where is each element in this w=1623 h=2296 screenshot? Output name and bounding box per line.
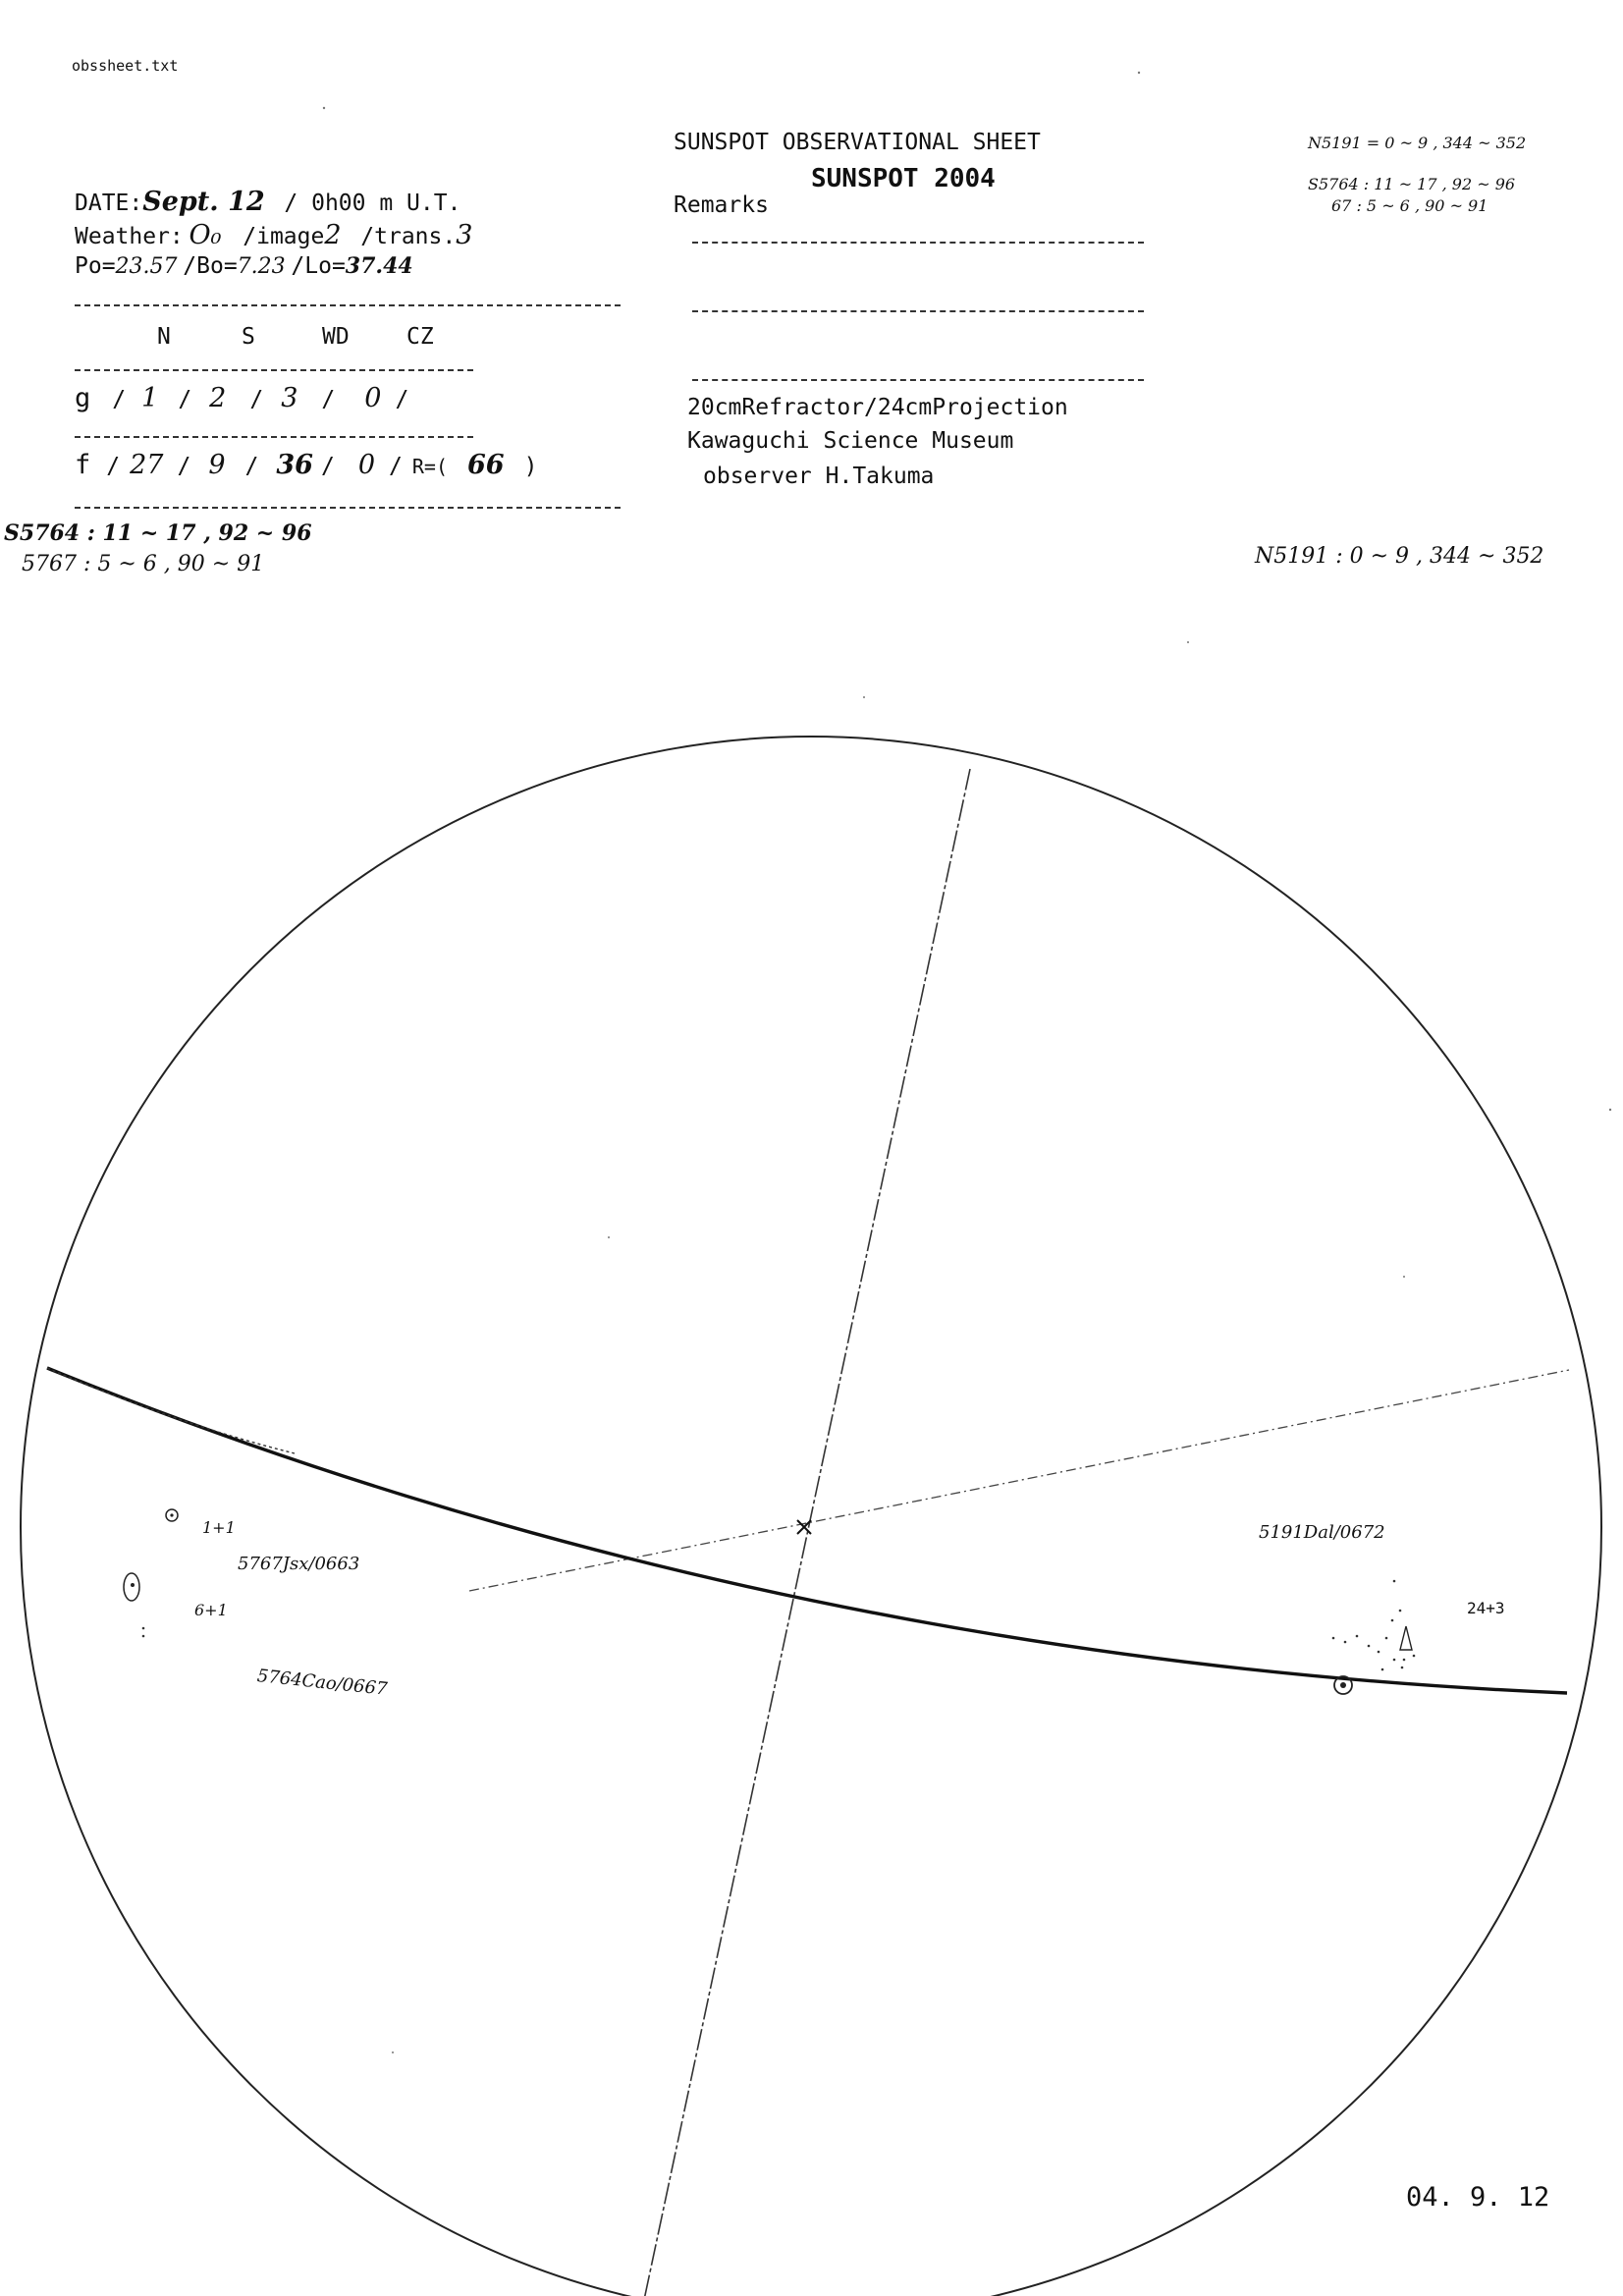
col-n: N — [157, 324, 171, 350]
weather-label: Weather: — [75, 224, 184, 249]
spot-5191-scatter — [1332, 1580, 1416, 1671]
date-stamp: 04. 9. 12 — [1406, 2182, 1550, 2213]
file-name: obssheet.txt — [72, 57, 179, 75]
g-s: 2 — [209, 383, 227, 413]
spot-dot-1 — [142, 1627, 145, 1630]
lo-label: /Lo= — [291, 253, 346, 279]
note-top-right-3: 67 : 5 ~ 6 , 90 ~ 91 — [1331, 196, 1488, 215]
g-cz: 0 — [364, 383, 382, 413]
sheet-subtitle: SUNSPOT 2004 — [811, 164, 996, 193]
image-label: /image — [243, 224, 325, 249]
spot-5767-a-core — [170, 1513, 173, 1516]
spot-5191-count: 24+3 — [1467, 1599, 1505, 1617]
spot-5764-label: 5764Cao/0667 — [255, 1666, 389, 1700]
spot-5191-label: 5191Dal/0672 — [1259, 1522, 1385, 1543]
museum-text: Kawaguchi Science Museum — [687, 428, 1014, 454]
trans-value: 3 — [456, 220, 473, 250]
ns-axis-line — [641, 769, 970, 2296]
lo-value: 37.44 — [345, 253, 413, 279]
f-cz: 0 — [357, 450, 376, 480]
g-row: g / 1 / 2 / 3 / 0 / — [75, 383, 409, 413]
f-label: f — [75, 450, 91, 480]
spot-dot-2 — [142, 1635, 145, 1638]
note-top-right-2: S5764 : 11 ~ 17 , 92 ~ 96 — [1308, 175, 1516, 193]
note-right-mid: N5191 : 0 ~ 9 , 344 ~ 352 — [1255, 544, 1544, 569]
bo-label: /Bo= — [183, 253, 238, 279]
po-value: 23.57 — [115, 254, 178, 279]
date-label: DATE: — [75, 191, 143, 216]
spot-5767-label: 5767Jsx/0663 — [238, 1554, 360, 1574]
paper-specks — [323, 72, 1611, 2053]
r-label: R=( — [411, 455, 448, 478]
ew-axis-line — [469, 1370, 1569, 1591]
image-value: 2 — [324, 220, 342, 250]
spot-5767-count-b: 6+1 — [194, 1601, 228, 1619]
f-s: 9 — [208, 450, 226, 480]
note-left-2: 5767 : 5 ~ 6 , 90 ~ 91 — [22, 552, 265, 576]
date-value: Sept. 12 — [142, 187, 265, 217]
col-s: S — [242, 324, 255, 350]
trans-label: /trans. — [360, 224, 457, 249]
f-row: f / 27 / 9 / 36 / 0 / R=( 66 ) — [75, 450, 538, 480]
f-wd: 36 — [276, 450, 313, 480]
remarks-label: Remarks — [674, 192, 769, 218]
note-top-right-1: N5191 = 0 ~ 9 , 344 ~ 352 — [1308, 134, 1527, 152]
spot-5767-count-a: 1+1 — [202, 1518, 236, 1537]
spot-5191-core — [1340, 1682, 1346, 1688]
bo-value: 7.23 — [237, 254, 286, 279]
time-value: / 0h00 m U.T. — [284, 191, 461, 216]
g-label: g — [75, 383, 91, 413]
spot-5191-leader — [1400, 1626, 1412, 1650]
weather-value: O₀ — [189, 220, 222, 250]
note-left-1: S5764 : 11 ~ 17 , 92 ~ 96 — [4, 520, 312, 546]
spot-5767-b-icon — [124, 1573, 139, 1601]
observer-text: observer H.Takuma — [703, 464, 935, 489]
limb-latitude-line — [47, 1368, 295, 1453]
spot-5767-b-core — [131, 1583, 135, 1587]
f-n: 27 — [130, 450, 164, 480]
col-wd: WD — [322, 324, 350, 350]
sheet-title: SUNSPOT OBSERVATIONAL SHEET — [674, 130, 1041, 155]
r-value: 66 — [467, 450, 505, 480]
g-n: 1 — [141, 383, 159, 413]
col-cz: CZ — [406, 324, 434, 350]
g-wd: 3 — [281, 383, 298, 413]
instrument-text: 20cmRefractor/24cmProjection — [687, 395, 1068, 420]
r-close: ) — [523, 454, 538, 479]
po-label: Po= — [75, 253, 116, 279]
